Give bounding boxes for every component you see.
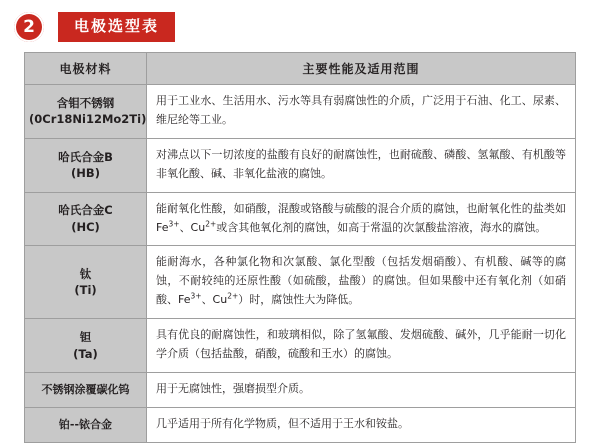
cell-description (147, 192, 576, 246)
column-header-performance: 主要性能及适用范围 (147, 53, 576, 85)
material-line: 哈氏合金C (58, 203, 113, 218)
cell-description (147, 246, 576, 319)
electrode-selection-table (24, 52, 576, 443)
superscript-charge: 2+ (205, 218, 217, 228)
material-line: (0Cr18Ni12Mo2Ti) (29, 112, 147, 127)
cell-material (25, 85, 147, 139)
cell-material (25, 138, 147, 192)
material-line: 哈氏合金B (58, 149, 113, 164)
material-line: (HC) (71, 220, 100, 235)
table-row (25, 372, 576, 407)
description-part: ）时，腐蚀性大为降低。 (238, 293, 360, 307)
cell-description: 用于无腐蚀性，强磨损型介质。 (147, 372, 576, 407)
column-header-material: 电极材料 (25, 53, 147, 85)
page-header (0, 0, 600, 52)
cell-material (25, 407, 147, 442)
material-line: (Ta) (73, 346, 98, 361)
cell-description: 对沸点以下一切浓度的盐酸有良好的耐腐蚀性，也耐硫酸、磷酸、氢氟酸、有机酸等非氧化酸、碱、非氧化盐液的腐蚀。 (147, 138, 576, 192)
superscript-charge: 3+ (168, 218, 180, 228)
description-part: 、Cu (201, 293, 228, 307)
table-header-row (25, 53, 576, 85)
page-title: 电极选型表 (58, 12, 175, 42)
material-line: 钽 (79, 329, 92, 344)
material-line: 钛 (79, 266, 92, 281)
material-line: 不锈钢涂覆碳化钨 (41, 382, 130, 396)
description-part: 能耐氧化性酸，如硝酸，混酸或铬酸与硫酸的混合介质的腐蚀，也耐氧化性的盐类如Fe (156, 201, 566, 234)
table-header (25, 53, 576, 85)
cell-material (25, 192, 147, 246)
section-number-badge: 2 (14, 12, 44, 42)
table-row (25, 138, 576, 192)
material-line: 含钼不锈钢 (56, 95, 115, 110)
superscript-charge: 3+ (190, 291, 202, 301)
table-container (0, 52, 600, 443)
cell-material (25, 246, 147, 319)
table-row (25, 319, 576, 373)
cell-description: 具有优良的耐腐蚀性，和玻璃相似，除了氢氟酸、发烟硫酸、碱外，几乎能耐一切化学介质（包括盐酸，硝酸，硫酸和王水）的腐蚀。 (147, 319, 576, 373)
description-part: 能耐海水，各种氯化物和次氯酸、氯化型酸（包括发烟硝酸）、有机酸、碱等的腐蚀，不耐较纯的还原性酸（如硫酸，盐酸）的腐蚀。但如果酸中还有氧化剂（如硝酸、Fe (156, 255, 566, 307)
cell-material (25, 372, 147, 407)
table-row (25, 246, 576, 319)
material-line: (Ti) (74, 283, 97, 298)
description-part: 、Cu (179, 220, 206, 234)
description-part: 或含其他氧化剂的腐蚀，如高于常温的次氯酸盐溶液，海水的腐蚀。 (216, 220, 547, 234)
material-line: (HB) (71, 166, 100, 181)
superscript-charge: 2+ (227, 291, 239, 301)
cell-description: 用于工业水、生活用水、污水等具有弱腐蚀性的介质，广泛用于石油、化工、尿素、维尼纶等工业。 (147, 85, 576, 139)
table-row (25, 407, 576, 442)
table-row (25, 192, 576, 246)
material-line: 铂--铱合金 (58, 417, 113, 431)
cell-material (25, 319, 147, 373)
table-row (25, 85, 576, 139)
table-body (25, 85, 576, 443)
cell-description: 几乎适用于所有化学物质，但不适用于王水和铵盐。 (147, 407, 576, 442)
